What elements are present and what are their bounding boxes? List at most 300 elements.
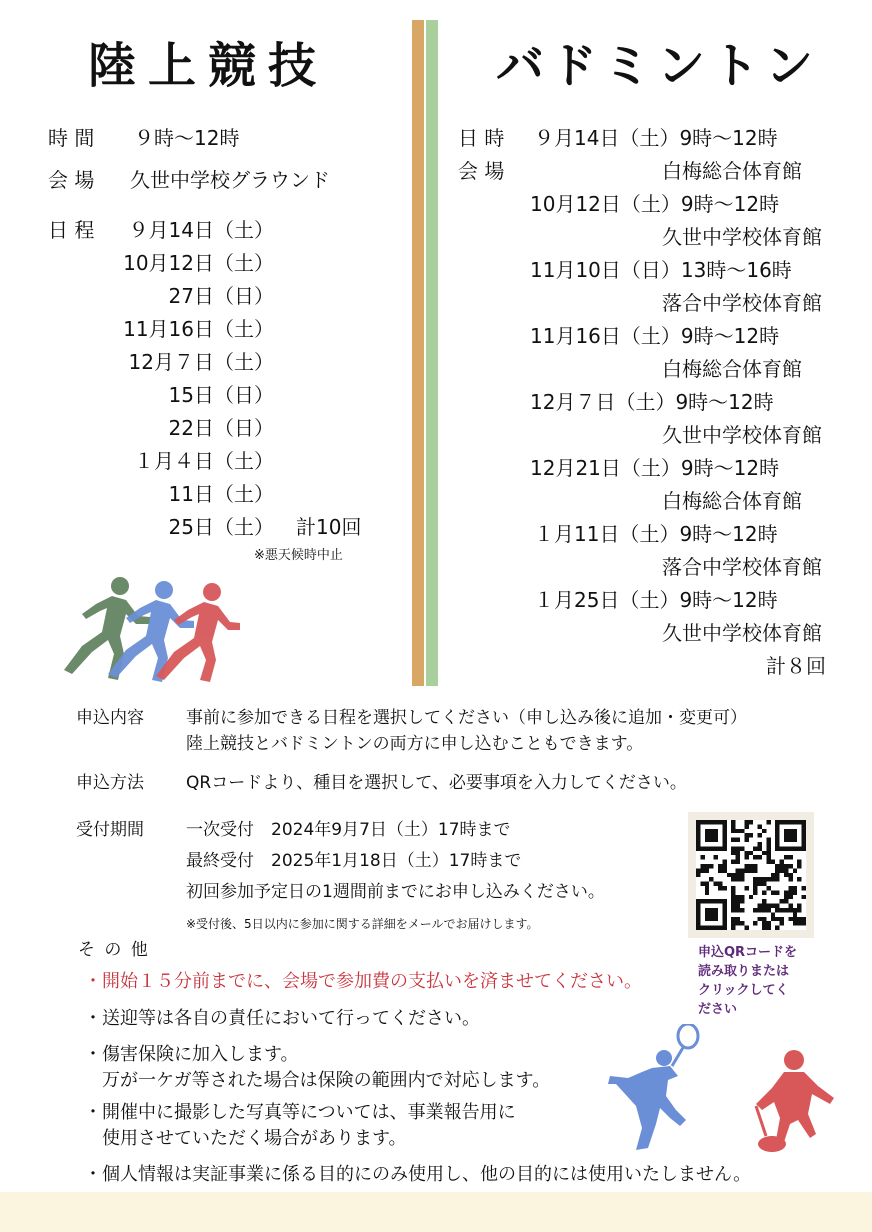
- qr-module: [797, 864, 801, 868]
- qr-module: [793, 868, 797, 872]
- qr-module: [744, 926, 748, 930]
- qr-module: [762, 890, 766, 894]
- session-venue: 久世中学校体育館: [662, 423, 822, 447]
- qr-module: [771, 917, 775, 921]
- session-venue: 白梅総合体育館: [662, 357, 802, 381]
- qr-module: [784, 873, 788, 877]
- qr-module: [758, 846, 762, 850]
- qr-module: [758, 833, 762, 837]
- qr-module: [709, 838, 713, 842]
- qr-module: [780, 846, 784, 850]
- qr-module: [780, 908, 784, 912]
- qr-code-image[interactable]: [696, 820, 806, 930]
- qr-module: [753, 882, 757, 886]
- qr-module: [784, 855, 788, 859]
- athletics-time-value: ９時〜12時: [134, 126, 240, 150]
- qr-module: [731, 890, 735, 894]
- qr-module: [753, 890, 757, 894]
- qr-module: [749, 868, 753, 872]
- qr-module: [722, 886, 726, 890]
- session-venue: 白梅総合体育館: [662, 159, 802, 183]
- qr-module: [797, 846, 801, 850]
- qr-module: [696, 868, 700, 872]
- qr-module: [731, 820, 735, 824]
- qr-module: [744, 868, 748, 872]
- qr-module: [722, 824, 726, 828]
- qr-module: [740, 873, 744, 877]
- application-period-first: 一次受付 2024年9月7日（土）17時まで: [186, 820, 511, 840]
- qr-module: [740, 877, 744, 881]
- qr-module: [793, 912, 797, 916]
- qr-module: [771, 890, 775, 894]
- other-item-payment: ・開始１５分前までに、会場で参加費の支払いを済ませてください。: [84, 971, 642, 992]
- application-content-line1: 事前に参加できる日程を選択してください（申し込み後に追加・変更可）: [186, 708, 747, 728]
- qr-module: [775, 820, 779, 824]
- schedule-item: ９月14日（土）: [128, 218, 274, 242]
- qr-module: [740, 846, 744, 850]
- qr-module: [780, 860, 784, 864]
- qr-module: [731, 877, 735, 881]
- qr-module: [709, 864, 713, 868]
- athletics-schedule-label: 日 程: [48, 218, 95, 242]
- qr-module: [740, 829, 744, 833]
- qr-module: [736, 921, 740, 925]
- qr-module: [802, 917, 806, 921]
- qr-module: [784, 908, 788, 912]
- qr-module: [740, 868, 744, 872]
- qr-module: [793, 908, 797, 912]
- qr-module: [736, 908, 740, 912]
- qr-module: [714, 917, 718, 921]
- qr-module: [793, 890, 797, 894]
- qr-module: [788, 829, 792, 833]
- qr-module: [696, 833, 700, 837]
- qr-module: [731, 926, 735, 930]
- qr-module: [753, 864, 757, 868]
- qr-module: [714, 838, 718, 842]
- session-date: ９月14日（土）9時〜12時: [534, 126, 778, 150]
- qr-module: [797, 820, 801, 824]
- qr-module: [696, 820, 700, 824]
- athletics-venue-label: 会 場: [48, 168, 95, 192]
- qr-module: [722, 820, 726, 824]
- qr-module: [775, 846, 779, 850]
- session-date: １月11日（土）9時〜12時: [534, 522, 778, 546]
- badminton-player-blue: [608, 1024, 698, 1150]
- qr-module: [762, 877, 766, 881]
- session-date: 11月16日（土）9時〜12時: [530, 324, 780, 348]
- qr-module: [731, 851, 735, 855]
- qr-module: [744, 833, 748, 837]
- qr-module: [784, 820, 788, 824]
- application-period-note: 初回参加予定日の1週間前までにお申し込みください。: [186, 882, 605, 902]
- qr-module: [744, 824, 748, 828]
- qr-module: [731, 824, 735, 828]
- qr-module: [766, 886, 770, 890]
- qr-module: [780, 868, 784, 872]
- badminton-title: バドミントン: [496, 38, 820, 94]
- qr-module: [793, 833, 797, 837]
- qr-module: [771, 912, 775, 916]
- qr-module: [705, 846, 709, 850]
- qr-module: [793, 921, 797, 925]
- other-item-privacy: ・個人情報は実証事業に係る目的にのみ使用し、他の目的には使用いたしません。: [84, 1164, 752, 1185]
- qr-module: [736, 846, 740, 850]
- qr-module: [714, 829, 718, 833]
- qr-module: [731, 917, 735, 921]
- other-label: そ の 他: [78, 940, 150, 960]
- qr-module: [714, 912, 718, 916]
- session-date: 12月21日（土）9時〜12時: [530, 456, 780, 480]
- qr-module: [727, 873, 731, 877]
- qr-module: [722, 912, 726, 916]
- qr-module: [705, 912, 709, 916]
- qr-module: [758, 824, 762, 828]
- footer-band: [0, 1192, 872, 1232]
- qr-module: [793, 820, 797, 824]
- qr-module: [700, 882, 704, 886]
- qr-module: [758, 877, 762, 881]
- qr-module: [766, 851, 770, 855]
- schedule-item: 25日（土）: [168, 515, 274, 539]
- runner-green: [64, 577, 150, 680]
- qr-module: [718, 846, 722, 850]
- qr-module: [788, 917, 792, 921]
- badminton-venue-label: 会 場: [458, 159, 505, 183]
- qr-module: [780, 864, 784, 868]
- qr-module: [736, 860, 740, 864]
- qr-module: [722, 842, 726, 846]
- schedule-item: １月４日（土）: [134, 449, 274, 473]
- qr-module: [696, 908, 700, 912]
- qr-module: [696, 846, 700, 850]
- qr-module: [784, 864, 788, 868]
- qr-module: [788, 833, 792, 837]
- badminton-date-label: 日 時: [458, 126, 505, 150]
- qr-module: [749, 851, 753, 855]
- qr-module: [736, 838, 740, 842]
- application-period-label: 受付期間: [76, 820, 144, 840]
- qr-module: [788, 886, 792, 890]
- qr-module: [700, 855, 704, 859]
- qr-module: [762, 851, 766, 855]
- qr-module: [788, 890, 792, 894]
- qr-module: [766, 842, 770, 846]
- qr-module: [788, 864, 792, 868]
- qr-module: [705, 908, 709, 912]
- qr-module: [793, 838, 797, 842]
- qr-caption-line3: クリックしてく: [698, 983, 789, 998]
- session-date: 11月10日（日）13時〜16時: [530, 258, 792, 282]
- qr-module: [705, 868, 709, 872]
- qr-module: [780, 917, 784, 921]
- qr-module: [775, 838, 779, 842]
- schedule-item: 22日（日）: [168, 416, 274, 440]
- qr-module: [802, 824, 806, 828]
- qr-module: [766, 877, 770, 881]
- qr-caption-line4: ださい: [698, 1002, 738, 1017]
- other-item-photos-line2: 使用させていただく場合があります。: [102, 1128, 407, 1149]
- session-venue: 白梅総合体育館: [662, 489, 802, 513]
- qr-module: [709, 829, 713, 833]
- qr-module: [700, 864, 704, 868]
- qr-module: [802, 829, 806, 833]
- application-method-label: 申込方法: [76, 773, 144, 793]
- qr-module: [731, 846, 735, 850]
- qr-module: [714, 899, 718, 903]
- qr-module: [780, 820, 784, 824]
- qr-module: [780, 899, 784, 903]
- qr-module: [793, 846, 797, 850]
- qr-module: [797, 908, 801, 912]
- qr-module: [762, 926, 766, 930]
- qr-module: [744, 838, 748, 842]
- application-content-line2: 陸上競技とバドミントンの両方に申し込むこともできます。: [186, 734, 644, 754]
- qr-module: [762, 921, 766, 925]
- qr-module: [784, 833, 788, 837]
- qr-module: [744, 851, 748, 855]
- qr-module: [705, 890, 709, 894]
- qr-module: [722, 860, 726, 864]
- qr-module: [758, 882, 762, 886]
- qr-module: [749, 833, 753, 837]
- qr-module: [788, 838, 792, 842]
- qr-module: [718, 868, 722, 872]
- qr-module: [740, 899, 744, 903]
- qr-module: [722, 917, 726, 921]
- qr-module: [696, 838, 700, 842]
- badminton-player-red: [756, 1050, 834, 1152]
- other-item-transport: ・送迎等は各自の責任において行ってください。: [84, 1008, 480, 1029]
- qr-module: [722, 864, 726, 868]
- qr-module: [722, 899, 726, 903]
- qr-module: [696, 921, 700, 925]
- qr-module: [775, 890, 779, 894]
- qr-module: [736, 855, 740, 859]
- qr-module: [714, 882, 718, 886]
- qr-caption-line2: 読み取りまたは: [698, 964, 790, 979]
- qr-module: [705, 886, 709, 890]
- qr-module: [736, 895, 740, 899]
- qr-module: [740, 895, 744, 899]
- schedule-item: 10月12日（土）: [123, 251, 274, 275]
- qr-module: [753, 908, 757, 912]
- qr-module: [718, 886, 722, 890]
- badminton-players-illustration: [606, 1024, 838, 1156]
- qr-module: [775, 824, 779, 828]
- runners-illustration: [52, 574, 242, 684]
- qr-module: [700, 899, 704, 903]
- runner-red: [156, 583, 240, 682]
- qr-module: [766, 921, 770, 925]
- qr-module: [718, 899, 722, 903]
- qr-module: [788, 904, 792, 908]
- qr-module: [705, 864, 709, 868]
- qr-module: [709, 846, 713, 850]
- qr-module: [797, 917, 801, 921]
- qr-module: [775, 873, 779, 877]
- qr-module: [705, 882, 709, 886]
- qr-module: [766, 926, 770, 930]
- qr-module: [802, 820, 806, 824]
- qr-module: [731, 921, 735, 925]
- qr-module: [709, 877, 713, 881]
- qr-module: [700, 846, 704, 850]
- qr-module: [784, 846, 788, 850]
- qr-module: [758, 904, 762, 908]
- qr-module: [696, 873, 700, 877]
- qr-module: [780, 921, 784, 925]
- qr-module: [718, 926, 722, 930]
- qr-module: [722, 868, 726, 872]
- qr-module: [771, 860, 775, 864]
- qr-module: [784, 829, 788, 833]
- qr-module: [731, 899, 735, 903]
- qr-module: [731, 860, 735, 864]
- qr-module: [740, 908, 744, 912]
- qr-module: [766, 860, 770, 864]
- qr-module: [705, 833, 709, 837]
- qr-module: [736, 851, 740, 855]
- qr-module: [753, 886, 757, 890]
- qr-module: [771, 877, 775, 881]
- qr-module: [793, 886, 797, 890]
- qr-module: [705, 926, 709, 930]
- qr-module: [696, 904, 700, 908]
- qr-module: [714, 846, 718, 850]
- qr-module: [718, 882, 722, 886]
- schedule-item: 27日（日）: [168, 284, 274, 308]
- qr-module: [766, 820, 770, 824]
- qr-module: [788, 820, 792, 824]
- qr-module: [784, 899, 788, 903]
- qr-module: [736, 868, 740, 872]
- qr-module: [753, 877, 757, 881]
- athletics-venue-value: 久世中学校グラウンド: [130, 168, 330, 192]
- qr-module: [718, 820, 722, 824]
- qr-module: [802, 838, 806, 842]
- qr-module: [762, 908, 766, 912]
- qr-module: [762, 917, 766, 921]
- qr-module: [758, 917, 762, 921]
- qr-module: [775, 864, 779, 868]
- qr-module: [709, 833, 713, 837]
- qr-module: [718, 864, 722, 868]
- qr-module: [709, 917, 713, 921]
- qr-module: [722, 833, 726, 837]
- qr-module: [766, 908, 770, 912]
- qr-module: [762, 829, 766, 833]
- qr-module: [793, 829, 797, 833]
- qr-module: [731, 829, 735, 833]
- qr-module: [736, 877, 740, 881]
- qr-module: [784, 895, 788, 899]
- qr-module: [705, 899, 709, 903]
- divider-stripe-orange: [412, 20, 424, 686]
- qr-module: [775, 868, 779, 872]
- other-item-photos-line1: ・開催中に撮影した写真等については、事業報告用に: [84, 1102, 516, 1123]
- qr-module: [788, 908, 792, 912]
- qr-module: [784, 890, 788, 894]
- schedule-item: 15日（日）: [168, 383, 274, 407]
- qr-module: [775, 917, 779, 921]
- divider-stripe-green: [426, 20, 438, 686]
- qr-module: [709, 908, 713, 912]
- qr-module: [696, 899, 700, 903]
- qr-module: [700, 868, 704, 872]
- qr-module: [714, 926, 718, 930]
- qr-module: [731, 908, 735, 912]
- qr-module: [753, 846, 757, 850]
- schedule-item: 11日（土）: [168, 482, 274, 506]
- qr-module: [709, 912, 713, 916]
- qr-module: [771, 873, 775, 877]
- qr-module: [784, 868, 788, 872]
- qr-module: [775, 877, 779, 881]
- qr-module: [766, 904, 770, 908]
- qr-module: [749, 895, 753, 899]
- qr-module: [722, 921, 726, 925]
- qr-module: [784, 838, 788, 842]
- qr-module: [744, 855, 748, 859]
- qr-module: [802, 895, 806, 899]
- qr-module: [705, 820, 709, 824]
- qr-module: [696, 842, 700, 846]
- qr-module: [797, 877, 801, 881]
- qr-module: [709, 926, 713, 930]
- qr-module: [740, 921, 744, 925]
- qr-module: [731, 886, 735, 890]
- session-venue: 落合中学校体育館: [662, 555, 822, 579]
- qr-module: [802, 921, 806, 925]
- qr-module: [775, 829, 779, 833]
- session-venue: 落合中学校体育館: [662, 291, 822, 315]
- qr-module: [714, 833, 718, 837]
- qr-module: [788, 895, 792, 899]
- session-venue: 久世中学校体育館: [662, 225, 822, 249]
- qr-module: [762, 904, 766, 908]
- qr-module: [714, 820, 718, 824]
- athletics-title: 陸上競技: [88, 38, 329, 94]
- qr-module: [736, 899, 740, 903]
- qr-code[interactable]: [688, 812, 814, 938]
- qr-module: [696, 917, 700, 921]
- session-date: 12月７日（土）9時〜12時: [530, 390, 774, 414]
- qr-module: [696, 926, 700, 930]
- qr-module: [802, 842, 806, 846]
- qr-module: [802, 886, 806, 890]
- other-item-insurance-line1: ・傷害保険に加入します。: [84, 1044, 299, 1065]
- qr-module: [766, 846, 770, 850]
- session-date: 10月12日（土）9時〜12時: [530, 192, 780, 216]
- qr-module: [696, 912, 700, 916]
- qr-module: [775, 904, 779, 908]
- qr-module: [758, 842, 762, 846]
- qr-module: [696, 824, 700, 828]
- qr-module: [722, 904, 726, 908]
- qr-module: [788, 877, 792, 881]
- qr-module: [744, 864, 748, 868]
- session-venue: 久世中学校体育館: [662, 621, 822, 645]
- qr-module: [736, 873, 740, 877]
- application-content-label: 申込内容: [76, 708, 144, 728]
- other-item-insurance-line2: 万が一ケガ等された場合は保険の範囲内で対応します。: [102, 1070, 551, 1091]
- qr-module: [731, 838, 735, 842]
- athletics-time-label: 時 間: [48, 126, 95, 150]
- qr-module: [722, 838, 726, 842]
- qr-module: [736, 904, 740, 908]
- qr-module: [714, 908, 718, 912]
